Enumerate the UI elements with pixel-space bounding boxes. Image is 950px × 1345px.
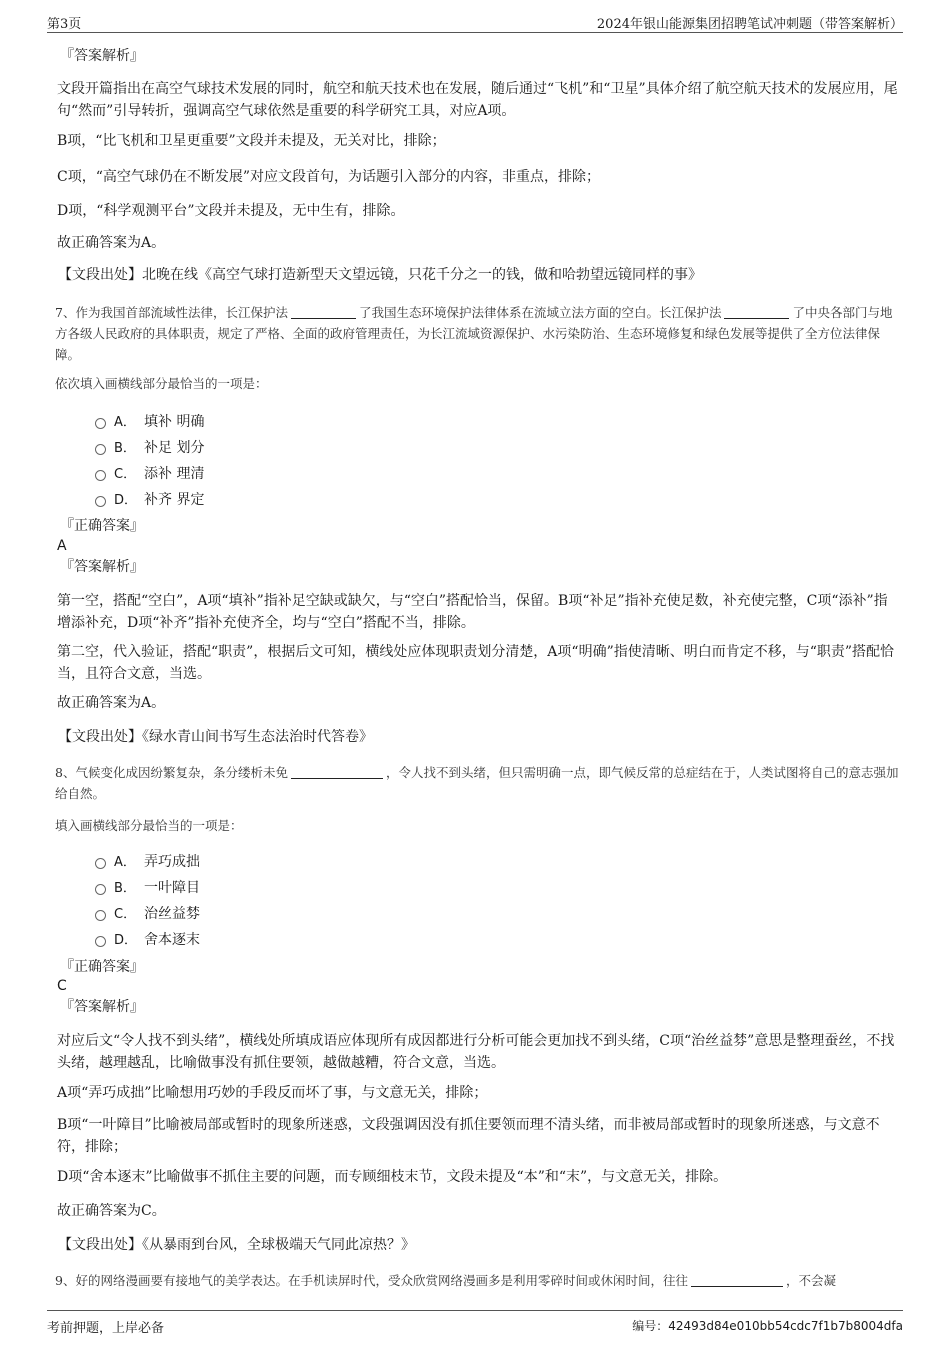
q7-analysis-p1: 第一空，搭配“空白”，A项“填补”指补足空缺或缺欠，与“空白”搭配恰当，保留。B项“补足”指补充使足数，补充使完整，C项“添补”指增添补充，D项“补齐”指补充使齐全，均与“空白”搭配不当，排除。 (57, 593, 888, 631)
document-title: 2024年银山能源集团招聘笔试冲刺题（带答案解析） (596, 17, 903, 32)
q8-correct-answer: C (57, 978, 67, 994)
q7-correct-answer: A (57, 538, 67, 554)
q7-stem (55, 302, 900, 365)
radio-icon[interactable] (95, 470, 106, 481)
q9-stem-part2: ，不会凝 (785, 1273, 836, 1288)
q8-option-b[interactable]: B． 一叶障目 (95, 878, 200, 899)
q8-prompt: 填入画横线部分最恰当的一项是： (55, 818, 243, 833)
q8-correct-title: 『正确答案』 (60, 959, 144, 975)
q7-option-c[interactable]: C． 添补 理清 (95, 464, 204, 485)
q8-analysis-p4: D项“舍本逐末”比喻做事不抓住主要的问题，而专顾细枝末节，文段未提及“本”和“末”，与文意无关，排除。 (57, 1169, 728, 1185)
q7-blank-1 (291, 304, 356, 319)
q7-conclusion: 故正确答案为A。 (57, 695, 166, 711)
q8-analysis-p2: A项“弄巧成拙”比喻想用巧妙的手段反而坏了事，与文意无关，排除； (57, 1085, 488, 1101)
radio-icon[interactable] (95, 910, 106, 921)
radio-icon[interactable] (95, 496, 106, 507)
q7-stem-part2: 了我国生态环境保护法律体系在流域立法方面的空白。长江保护法 (358, 305, 722, 320)
q8-conclusion: 故正确答案为C。 (57, 1203, 166, 1219)
page-footer (47, 1310, 903, 1337)
q9-stem (55, 1270, 900, 1291)
q8-source: 【文段出处】《从暴雨到台风，全球极端天气同此凉热？》 (58, 1237, 415, 1253)
q7-source: 【文段出处】《绿水青山间书写生态法治时代答卷》 (58, 729, 373, 745)
q6-analysis-p1: 文段开篇指出在高空气球技术发展的同时，航空和航天技术也在发展，随后通过“飞机”和“卫星”具体介绍了航空航天技术的发展应用，尾句“然而”引导转折，强调高空气球依然是重要的科学研究工具，对应A项。 (57, 81, 898, 119)
q8-option-c[interactable]: C． 治丝益棼 (95, 904, 200, 925)
q8-option-d[interactable]: D． 舍本逐末 (95, 930, 200, 951)
q8-analysis-p3: B项“一叶障目”比喻被局部或暂时的现象所迷惑，文段强调因没有抓住要领而理不清头绪，而非被局部或暂时的现象所迷惑，与文意不符，排除； (57, 1117, 880, 1155)
page-number: 第3页 (47, 17, 82, 32)
q7-correct-title: 『正确答案』 (60, 518, 144, 534)
radio-icon[interactable] (95, 936, 106, 947)
footer-slogan: 考前押题，上岸必备 (47, 1321, 165, 1336)
q8-stem (55, 762, 900, 804)
q7-analysis-p2: 第二空，代入验证，搭配“职责”，根据后文可知，横线处应体现职责划分清楚，A项“明确”指使清晰、明白而肯定不移，与“职责”搭配恰当，且符合文意，当选。 (57, 644, 895, 682)
q6-analysis-title: 『答案解析』 (60, 48, 144, 64)
q7-stem-part1: 7、作为我国首部流域性法律，长江保护法 (55, 305, 288, 320)
q7-analysis-title: 『答案解析』 (60, 559, 144, 575)
q7-prompt: 依次填入画横线部分最恰当的一项是： (55, 376, 268, 391)
q6-analysis-p3: C项，“高空气球仍在不断发展”对应文段首句，为话题引入部分的内容，非重点，排除； (57, 169, 601, 185)
q8-blank (291, 764, 383, 779)
q8-analysis-title: 『答案解析』 (60, 999, 144, 1015)
q7-option-a[interactable]: A． 填补 明确 (95, 412, 204, 433)
q7-option-d[interactable]: D． 补齐 界定 (95, 490, 204, 511)
q6-analysis-p4: D项，“科学观测平台”文段并未提及，无中生有，排除。 (57, 203, 405, 219)
radio-icon[interactable] (95, 884, 106, 895)
q7-option-b[interactable]: B． 补足 划分 (95, 438, 204, 459)
q9-stem-part1: 9、好的网络漫画要有接地气的美学表达。在手机读屏时代，受众欣赏网络漫画多是利用零碎时间或休闲时间，往往 (55, 1273, 688, 1288)
q6-analysis-p2: B项，“比飞机和卫星更重要”文段并未提及，无关对比，排除； (57, 133, 446, 149)
radio-icon[interactable] (95, 418, 106, 429)
page-header (47, 10, 903, 33)
q8-option-a[interactable]: A． 弄巧成拙 (95, 852, 200, 873)
q6-conclusion: 故正确答案为A。 (57, 235, 166, 251)
q6-source: 【文段出处】北晚在线《高空气球打造新型天文望远镜，只花千分之一的钱，做和哈勃望远镜同样的事》 (58, 267, 702, 283)
radio-icon[interactable] (95, 444, 106, 455)
q8-stem-part2: ，令人找不到头绪，但只需明确一点，即气候反常的总症结在于，人类试图将自己的意志强加给自然。 (55, 765, 899, 801)
document-id: 编号：42493d84e010bb54cdc7f1b7b8004dfa (632, 1319, 903, 1333)
radio-icon[interactable] (95, 858, 106, 869)
q7-stem-part3: 了中央各部门与地方各级人民政府的具体职责，规定了严格、全面的政府管理责任，为长江流域资源保护、水污染防治、生态环境修复和绿色发展等提供了全方位法律保障。 (55, 305, 893, 362)
q7-blank-2 (724, 304, 789, 319)
q9-blank (691, 1272, 783, 1287)
q8-analysis-p1: 对应后文“令人找不到头绪”，横线处所填成语应体现所有成因都进行分析可能会更加找不到头绪，C项“治丝益棼”意思是整理蚕丝，不找头绪，越理越乱，比喻做事没有抓住要领，越做越糟，符合文意，当选。 (57, 1033, 895, 1071)
q8-stem-part1: 8、气候变化成因纷繁复杂，条分缕析未免 (55, 765, 288, 780)
